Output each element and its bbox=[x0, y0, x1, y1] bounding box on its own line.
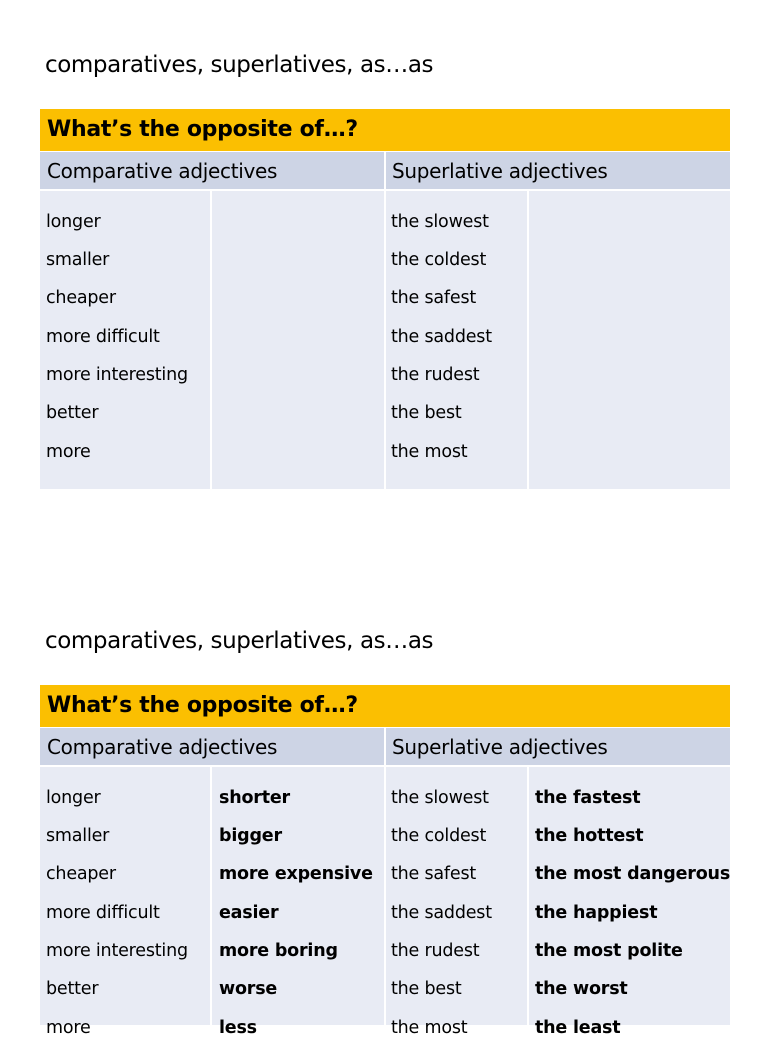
superlative-word: the most bbox=[391, 1018, 468, 1038]
comparative-word: more bbox=[46, 1018, 91, 1038]
answer-section bbox=[0, 576, 768, 1038]
header-divider bbox=[384, 152, 386, 189]
superlative-word: the safest bbox=[391, 864, 477, 884]
header-divider bbox=[384, 728, 386, 765]
comparative-opposite: less bbox=[219, 1018, 257, 1038]
table-row bbox=[40, 940, 730, 978]
table-body bbox=[40, 191, 730, 489]
comparative-opposite: shorter bbox=[219, 788, 290, 808]
table-row bbox=[40, 978, 730, 1016]
comparative-word: cheaper bbox=[46, 288, 116, 308]
table-title: What’s the opposite of…? bbox=[47, 693, 358, 718]
table-row bbox=[40, 902, 730, 940]
page-heading: comparatives, superlatives, as…as bbox=[45, 628, 434, 654]
comparative-opposite: more boring bbox=[219, 941, 338, 961]
superlative-word: the slowest bbox=[391, 212, 489, 232]
table-body bbox=[40, 767, 731, 1038]
comparative-word: more interesting bbox=[46, 365, 188, 385]
table-row bbox=[40, 402, 730, 440]
superlative-word: the saddest bbox=[391, 327, 492, 347]
worksheet-section bbox=[0, 0, 768, 520]
comparative-word: cheaper bbox=[46, 864, 116, 884]
superlative-opposite: the most polite bbox=[535, 941, 683, 961]
superlative-word: the coldest bbox=[391, 250, 487, 270]
superlative-word: the saddest bbox=[391, 903, 492, 923]
superlative-opposite: the happiest bbox=[535, 903, 658, 923]
header-superlative: Superlative adjectives bbox=[392, 735, 608, 759]
page-heading: comparatives, superlatives, as…as bbox=[45, 52, 434, 78]
table-row bbox=[40, 825, 730, 863]
superlative-opposite: the most dangerous bbox=[535, 864, 731, 884]
table-row bbox=[40, 211, 730, 249]
superlative-opposite: the hottest bbox=[535, 826, 644, 846]
table-row bbox=[40, 863, 730, 901]
comparative-opposite: bigger bbox=[219, 826, 282, 846]
table-row bbox=[40, 787, 730, 825]
table-row bbox=[40, 1017, 730, 1055]
superlative-word: the best bbox=[391, 979, 462, 999]
table-row bbox=[40, 287, 730, 325]
comparative-word: longer bbox=[46, 788, 101, 808]
table-row bbox=[40, 441, 730, 479]
superlative-opposite: the fastest bbox=[535, 788, 641, 808]
header-comparative: Comparative adjectives bbox=[47, 735, 278, 759]
table-title-bar bbox=[40, 109, 730, 151]
opposites-table-answers bbox=[40, 685, 731, 1038]
superlative-word: the most bbox=[391, 442, 468, 462]
opposites-table bbox=[40, 109, 730, 489]
comparative-opposite: worse bbox=[219, 979, 278, 999]
superlative-word: the best bbox=[391, 403, 462, 423]
comparative-word: smaller bbox=[46, 250, 110, 270]
comparative-word: better bbox=[46, 979, 99, 999]
header-superlative: Superlative adjectives bbox=[392, 159, 608, 183]
superlative-word: the rudest bbox=[391, 365, 480, 385]
superlative-word: the rudest bbox=[391, 941, 480, 961]
comparative-word: better bbox=[46, 403, 99, 423]
comparative-word: more interesting bbox=[46, 941, 188, 961]
header-comparative: Comparative adjectives bbox=[47, 159, 278, 183]
table-row bbox=[40, 326, 730, 364]
comparative-word: more difficult bbox=[46, 903, 160, 923]
superlative-opposite: the least bbox=[535, 1018, 621, 1038]
table-row bbox=[40, 364, 730, 402]
comparative-word: more difficult bbox=[46, 327, 160, 347]
superlative-word: the safest bbox=[391, 288, 477, 308]
superlative-word: the slowest bbox=[391, 788, 489, 808]
table-row bbox=[40, 249, 730, 287]
comparative-word: more bbox=[46, 442, 91, 462]
comparative-opposite: easier bbox=[219, 903, 279, 923]
superlative-opposite: the worst bbox=[535, 979, 628, 999]
superlative-word: the coldest bbox=[391, 826, 487, 846]
table-title: What’s the opposite of…? bbox=[47, 117, 358, 142]
comparative-word: longer bbox=[46, 212, 101, 232]
table-title-bar bbox=[40, 685, 730, 727]
comparative-opposite: more expensive bbox=[219, 864, 373, 884]
comparative-word: smaller bbox=[46, 826, 110, 846]
